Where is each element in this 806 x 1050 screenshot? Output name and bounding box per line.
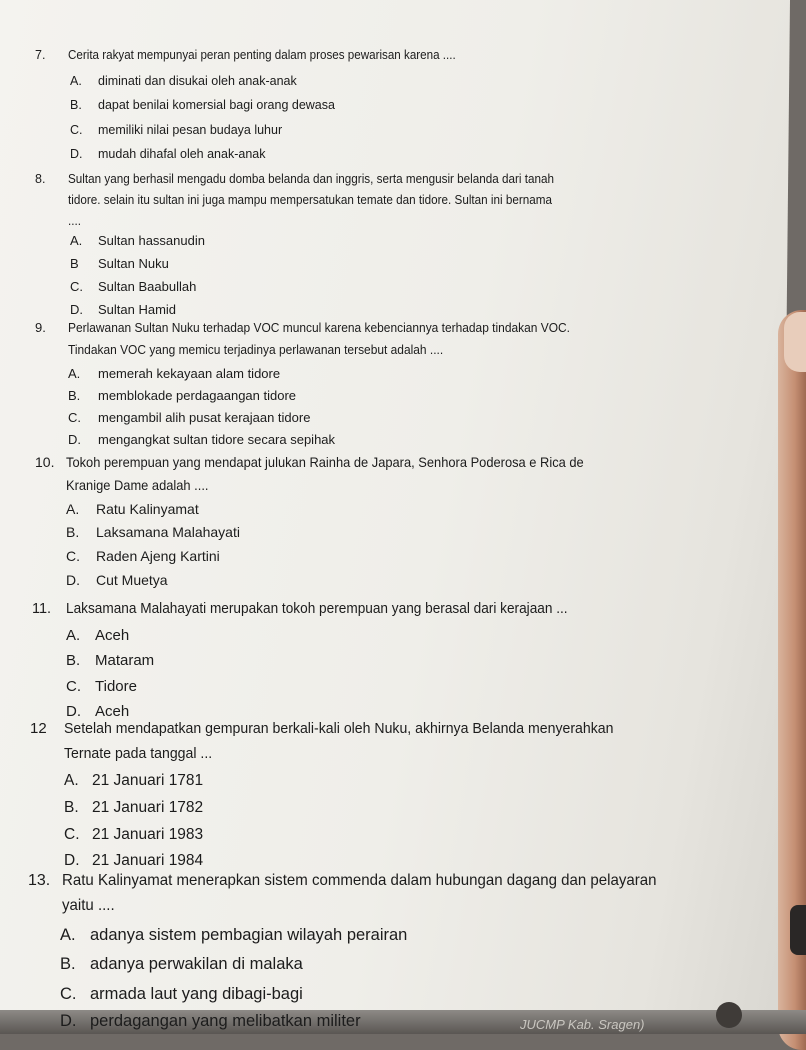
- option-text: Tidore: [95, 678, 137, 695]
- option-text: Mataram: [95, 652, 155, 669]
- watermark-text: JUCMP Kab. Sragen): [520, 1017, 645, 1032]
- option-letter: C.: [66, 548, 80, 564]
- question-stem-line: Ternate pada tanggal ...: [64, 745, 213, 762]
- option-letter: B.: [66, 652, 81, 669]
- option-text: Laksamana Malahayati: [96, 524, 240, 540]
- option-text: adanya perwakilan di malaka: [90, 955, 303, 973]
- option-letter: A.: [70, 74, 82, 88]
- question-number: 7.: [35, 48, 46, 62]
- option-text: memerah kekayaan alam tidore: [98, 366, 281, 381]
- option-text: Sultan Baabullah: [98, 279, 197, 294]
- option-text: memblokade perdagaangan tidore: [98, 388, 297, 403]
- option-letter: B.: [60, 955, 76, 973]
- option-text: memiliki nilai pesan budaya luhur: [98, 123, 283, 137]
- option-text: Aceh: [95, 627, 130, 644]
- option-letter: A.: [70, 233, 83, 248]
- option-text: dapat benilai komersial bagi orang dewasa: [98, 98, 335, 112]
- question-stem-line: Perlawanan Sultan Nuku terhadap VOC muncul karena kebenciannya terhadap tindakan VOC.: [68, 320, 570, 335]
- question-stem-line: Kranige Dame adalah ....: [66, 477, 209, 493]
- option-letter: C.: [64, 826, 80, 843]
- question-stem-line: Laksamana Malahayati merupakan tokoh perempuan yang berasal dari kerajaan ...: [66, 601, 568, 617]
- option-letter: D.: [64, 852, 80, 869]
- option-text: mengambil alih pusat kerajaan tidore: [98, 410, 311, 425]
- option-letter: C.: [66, 678, 81, 695]
- option-text: mudah dihafal oleh anak-anak: [98, 147, 266, 161]
- option-letter: B.: [70, 98, 82, 112]
- option-letter: A.: [66, 627, 81, 644]
- option-text: 21 Januari 1781: [92, 772, 204, 789]
- option-letter: C.: [70, 279, 83, 294]
- option-letter: B.: [68, 388, 81, 403]
- option-letter: A.: [64, 772, 79, 789]
- option-text: mengangkat sultan tidore secara sepihak: [98, 432, 336, 447]
- option-text: Aceh: [95, 703, 130, 720]
- option-letter: B.: [64, 799, 79, 816]
- option-letter: C.: [60, 985, 77, 1003]
- question-stem-line: tidore. selain itu sultan ini juga mampu mempersatukan temate dan tidore. Sultan ini bernama: [68, 193, 553, 207]
- option-letter: A.: [68, 366, 81, 381]
- question-stem-line: ....: [68, 214, 82, 228]
- option-letter: A.: [66, 501, 80, 517]
- option-text: Sultan hassanudin: [98, 233, 205, 248]
- question-number: 9.: [35, 320, 46, 335]
- option-letter: A.: [60, 926, 76, 944]
- option-text: perdagangan yang melibatkan militer: [90, 1012, 361, 1030]
- question-number: 11.: [32, 601, 52, 617]
- question-stem-line: Cerita rakyat mempunyai peran penting dalam proses pewarisan karena ....: [68, 48, 456, 62]
- option-letter: C.: [68, 410, 81, 425]
- option-text: diminati dan disukai oleh anak-anak: [98, 74, 297, 88]
- option-text: Raden Ajeng Kartini: [96, 548, 220, 564]
- question-stem-line: Ratu Kalinyamat menerapkan sistem commenda dalam hubungan dagang dan pelayaran: [62, 872, 657, 889]
- option-letter: D.: [70, 302, 83, 317]
- question-stem-line: Tokoh perempuan yang mendapat julukan Rainha de Japara, Senhora Poderosa e Rica de: [66, 454, 584, 470]
- question-stem-line: Setelah mendapatkan gempuran berkali-kali oleh Nuku, akhirnya Belanda menyerahkan: [64, 720, 614, 737]
- question-stem-line: yaitu ....: [62, 897, 115, 914]
- question-number: 10.: [35, 454, 55, 470]
- option-text: Cut Muetya: [96, 572, 168, 588]
- question-stem-line: Tindakan VOC yang memicu terjadinya perlawanan tersebut adalah ....: [68, 342, 444, 357]
- question-stem-line: Sultan yang berhasil mengadu domba belanda dan inggris, serta mengusir belanda dari tanah: [68, 172, 555, 186]
- option-letter: B: [70, 256, 79, 271]
- logo-mark: [716, 1002, 742, 1028]
- option-text: Sultan Nuku: [98, 256, 169, 271]
- question-number: 13.: [28, 872, 51, 889]
- question-number: 12: [30, 720, 47, 737]
- option-letter: D.: [70, 147, 83, 161]
- option-text: 21 Januari 1984: [92, 852, 204, 869]
- fingernail: [784, 312, 806, 372]
- option-text: 21 Januari 1983: [92, 826, 204, 843]
- option-text: 21 Januari 1782: [92, 799, 204, 816]
- option-text: armada laut yang dibagi-bagi: [90, 985, 303, 1003]
- option-text: Sultan Hamid: [98, 302, 177, 317]
- option-text: adanya sistem pembagian wilayah perairan: [90, 926, 408, 944]
- option-letter: B.: [66, 524, 80, 540]
- option-letter: D.: [66, 572, 80, 588]
- option-letter: C.: [70, 123, 83, 137]
- option-letter: D.: [68, 432, 81, 447]
- option-text: Ratu Kalinyamat: [96, 501, 199, 517]
- wrist-band: [790, 905, 806, 955]
- option-letter: D.: [60, 1012, 77, 1030]
- question-number: 8.: [35, 172, 46, 186]
- option-letter: D.: [66, 703, 81, 720]
